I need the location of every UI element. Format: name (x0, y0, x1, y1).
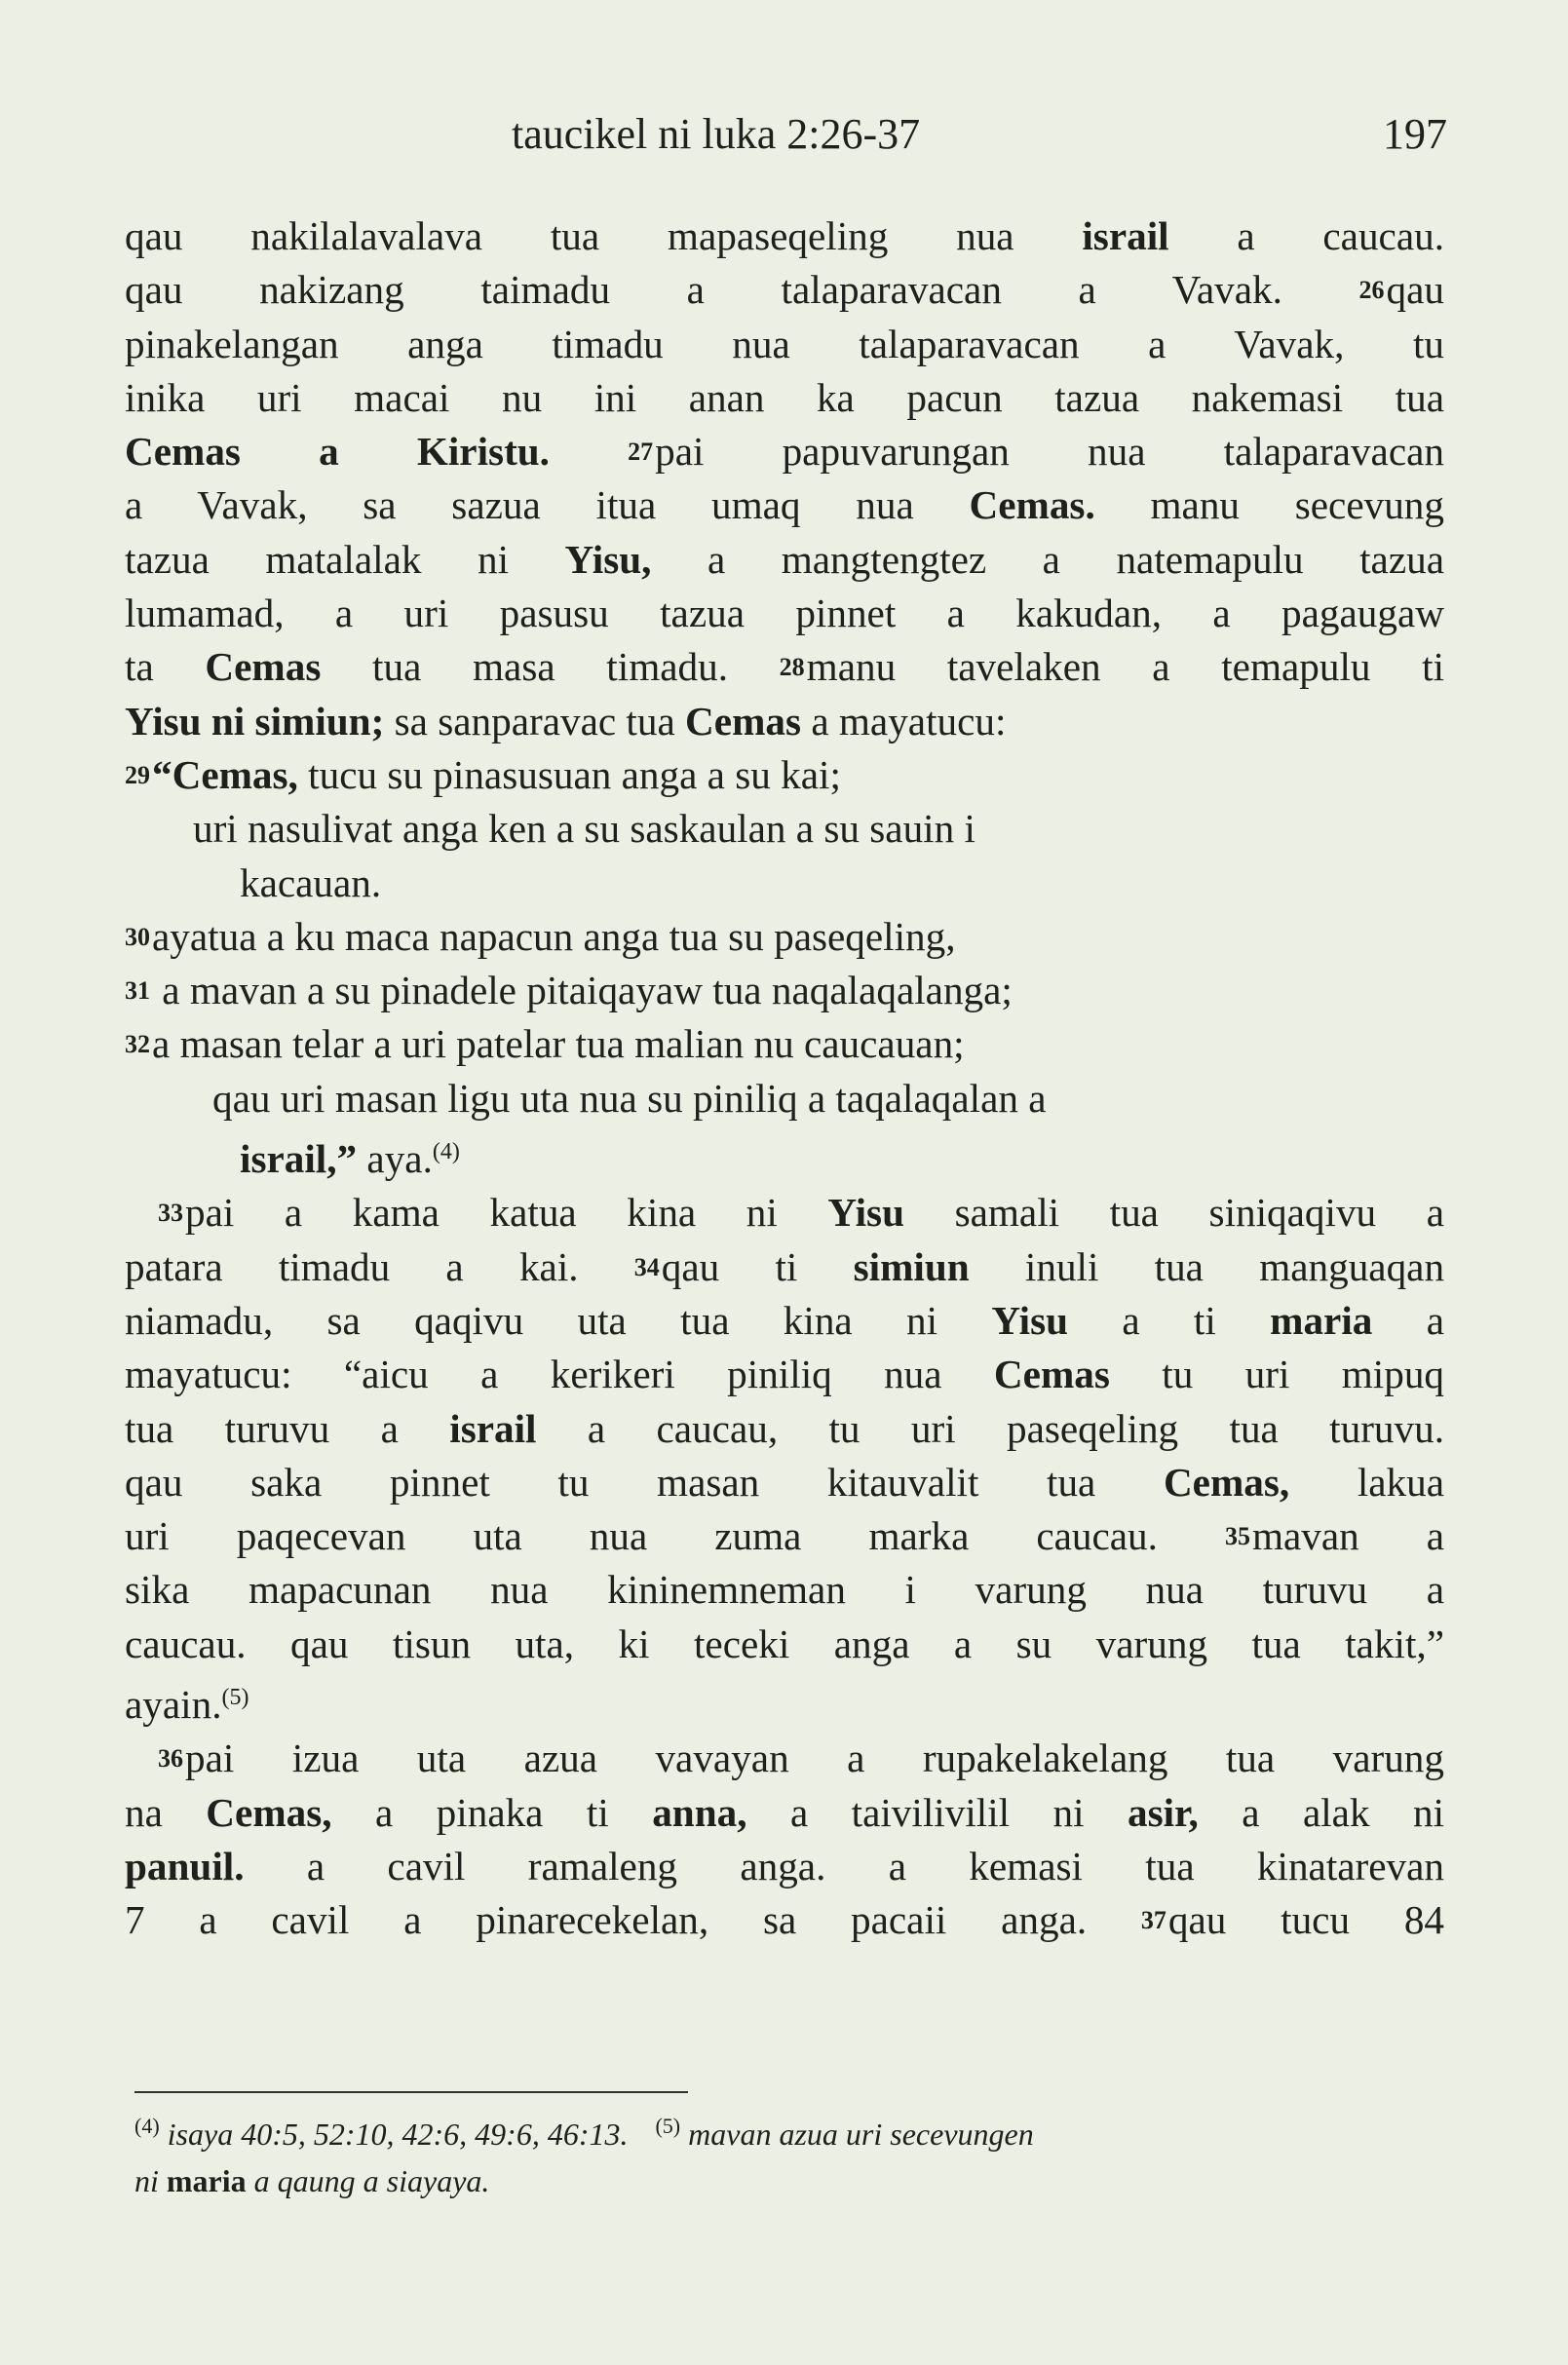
text-line: 36pai izua uta azua vavayan a rupakelakelang tua varung (158, 1736, 1444, 1781)
footnote-marker: (4) (134, 2114, 160, 2138)
footnote-ref: (5) (221, 1685, 249, 1711)
poetry-line: 30ayatua a ku maca napacun anga tua su paseqeling, (125, 913, 956, 959)
text-line: uri paqecevan uta nua zuma marka caucau. 35mavan a (125, 1513, 1445, 1559)
verse-number: 33 (158, 1199, 183, 1228)
text-line: ayain.$^{(5)}$ (125, 1682, 249, 1728)
poetry-line: uri nasulivat anga ken a su saskaulan a su sauin i (193, 806, 975, 852)
running-header (512, 109, 1447, 177)
text-line: inika uri macai nu ini anan ka pacun tazua nakemasi tua (125, 374, 1444, 420)
text-line: ta Cemas tua masa timadu. 28manu tavelaken a temapulu ti (125, 644, 1445, 690)
verse-number: 36 (158, 1744, 183, 1774)
text-line: Cemas a Kiristu. 27pai papuvarungan nua talaparavacan (125, 429, 1444, 475)
text-line: 33pai a kama katua kina ni Yisu samali tua siniqaqivu a (158, 1190, 1445, 1236)
footnote-marker: (5) (655, 2114, 681, 2138)
text-line: na Cemas, a pinaka ti anna, a taivilivilil ni asir, a alak ni (125, 1789, 1445, 1835)
footnote-divider (134, 2091, 688, 2093)
scripture-text (125, 210, 1444, 1948)
verse-number: 32 (125, 1030, 150, 1059)
poetry-line: 29“Cemas, tucu su pinasusuan anga a su kai; (125, 751, 841, 797)
text-line: pinakelangan anga timadu nua talaparavacan a Vavak, tu (125, 321, 1444, 366)
verse-number: 27 (628, 438, 654, 467)
text-line: niamadu, sa qaqivu uta tua kina ni Yisu a ti maria a (125, 1297, 1444, 1343)
text-line: Yisu ni simiun; sa sanparavac tua Cemas a mayatucu: (125, 698, 1007, 744)
footnote-line: $^{(4)}$ isaya 40:5, 52:10, 42:6, 49:6, 46:13. $^{(5)}$ mavan azua uri secevungen (134, 2114, 1034, 2152)
poetry-line: israil,” aya.$^{(4)}$ (240, 1136, 460, 1182)
page-number: 197 (1383, 110, 1447, 158)
text-line: panuil. a cavil ramaleng anga. a kemasi tua kinatarevan (125, 1843, 1445, 1888)
verse-number: 34 (633, 1252, 660, 1281)
text-line: mayatucu: “aicu a kerikeri piniliq nua Cemas tu uri mipuq (125, 1352, 1445, 1397)
running-title: taucikel ni luka 2:26-37 (512, 110, 921, 158)
text-line: qau nakizang taimadu a talaparavacan a Vavak. 26qau (125, 267, 1444, 313)
text-line: qau nakilalavalava tua mapaseqeling nua israil a caucau. (125, 213, 1445, 258)
footnote-line: ni maria a qaung a siayaya. (134, 2163, 490, 2198)
verse-number: 31 (125, 976, 150, 1006)
verse-number: 30 (125, 922, 150, 951)
verse-number: 29 (125, 760, 150, 789)
verse-number: 35 (1224, 1522, 1250, 1551)
text-line: lumamad, a uri pasusu tazua pinnet a kakudan, a pagaugaw (125, 591, 1444, 636)
text-line: patara timadu a kai. 34qau ti simiun inuli tua manguaqan (125, 1243, 1445, 1289)
text-line: caucau. qau tisun uta, ki teceki anga a su varung tua takit,” (125, 1621, 1444, 1666)
verse-number: 28 (779, 653, 805, 682)
footnotes (134, 2103, 1440, 2204)
text-line: sika mapacunan nua kininemneman i varung nua turuvu a (125, 1567, 1444, 1613)
poetry-line: kacauan. (240, 859, 382, 905)
poetry-line: 32a masan telar a uri patelar tua malian nu caucauan; (125, 1021, 965, 1067)
text-line: 7 a cavil a pinarecekelan, sa pacaii anga. 37qau tucu 84 (125, 1897, 1445, 1943)
text-line: a Vavak, sa sazua itua umaq nua Cemas. manu secevung (125, 482, 1444, 528)
poetry-line: 31 a mavan a su pinadele pitaiqayaw tua naqalaqalanga; (125, 968, 1013, 1013)
footnote-ref: (4) (432, 1139, 460, 1165)
verse-number: 26 (1358, 276, 1385, 305)
text-line: tazua matalalak ni Yisu, a mangtengtez a natemapulu tazua (125, 536, 1444, 582)
text-line: qau saka pinnet tu masan kitauvalit tua Cemas, lakua (125, 1459, 1445, 1505)
text-line: tua turuvu a israil a caucau, tu uri paseqeling tua turuvu. (125, 1405, 1445, 1451)
poetry-line: qau uri masan ligu uta nua su piniliq a taqalaqalan a (212, 1075, 1047, 1121)
verse-number: 37 (1140, 1906, 1166, 1935)
